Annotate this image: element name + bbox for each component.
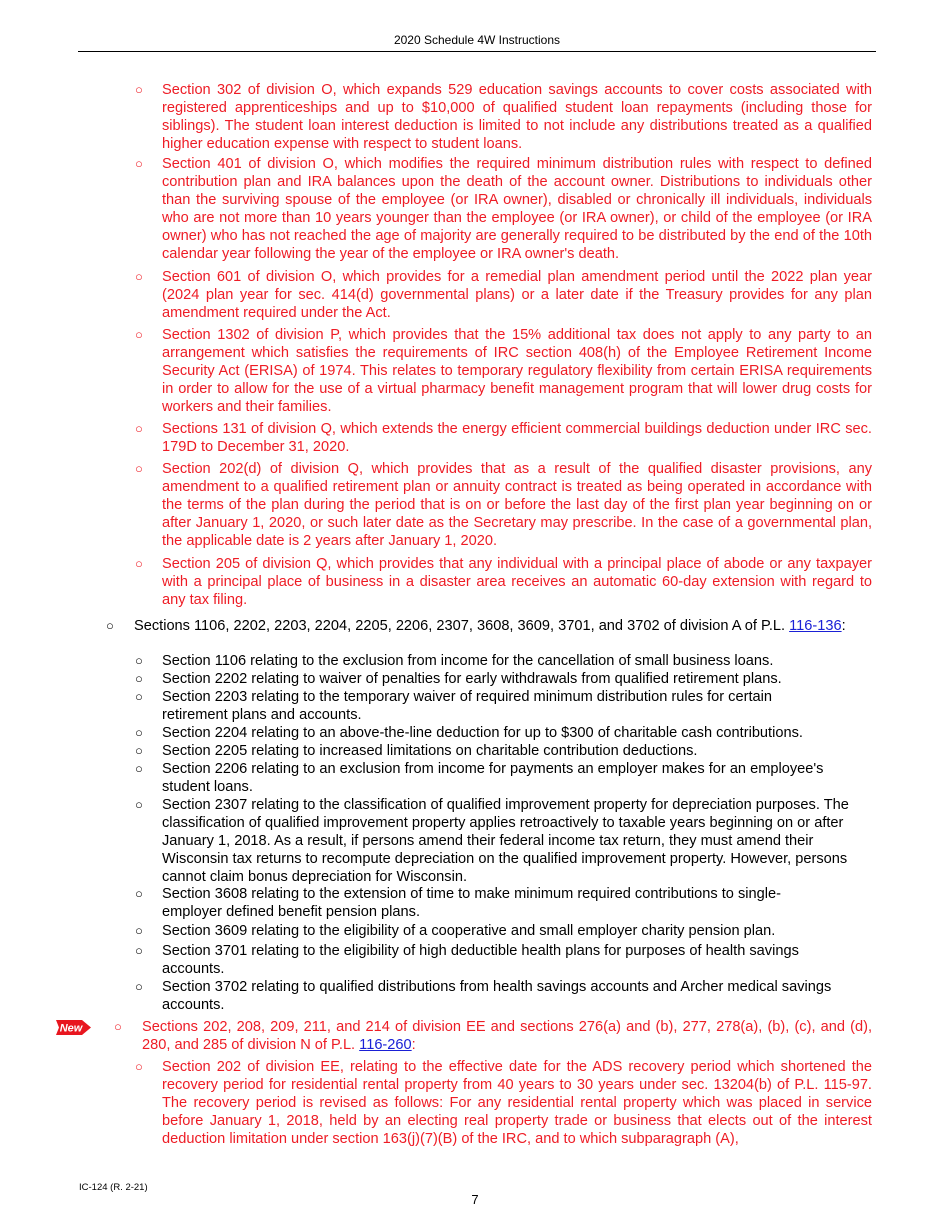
list-item-text: Sections 131 of division Q, which extends the energy efficient commercial buildings deduction under IRC sec. 179D to December 31, 2020. [162,421,872,455]
bullet-circle-icon: ○ [135,653,143,668]
bullet-circle-icon: ○ [135,923,143,938]
bullet-circle-icon: ○ [135,556,143,571]
list-item [135,555,872,609]
page-number: 7 [471,1192,479,1207]
list-item-text: Section 302 of division O, which expands 529 education savings accounts to cover costs associated with registered apprenticeships and up to $10,000 of qualified student loan repayments (including those for siblings). The student loan interest deduction is limited to not include any distributions treated as a qualified higher education expense with respect to student loans. [162,82,872,152]
bullet-circle-icon: ○ [135,979,143,994]
bullet-circle-icon: ○ [135,156,143,171]
list-item-text: Section 202 of division EE, relating to the effective date for the ADS recovery period which shortened the recovery period for residential rental property from 40 years to 30 years under sec. 13204(b) of P.L. 115-97. The recovery period is revised as follows: For any residential rental property which was placed in service before January 1, 2018, held by an electing real property trade or business that elects out of the interest deduction limitation under section 163(j)(7)(B) of the IRC, and to which subparagraph (A), [162,1059,872,1147]
list-item-text: Sections 202, 208, 209, 211, and 214 of division EE and sections 276(a) and (b), 277, 278(a), (b), (c), and (d), 280, and 285 of division N of P.L. [142,1019,872,1053]
list-item [135,268,872,322]
bullet-circle-icon: ○ [135,82,143,97]
list-item-text: Section 2205 relating to increased limitations on charitable contribution deductions. [162,743,698,759]
list-item [106,617,872,635]
form-code: IC-124 (R. 2-21) [79,1182,148,1193]
list-item [135,670,872,688]
pl-116-260-link[interactable]: 116-260 [359,1037,412,1053]
list-item-text: Section 401 of division O, which modifies the required minimum distribution rules with respect to defined contribution plan and IRA balances upon the death of the account owner. Distributions to individuals other than the surviving spouse of the employee (or IRA owner), disabled or chronically ill individuals, individuals who are not more than 10 years younger than the employee (or IRA owner), or child of the employee (or IRA owner) who has not reached the age of majority are generally required to be distributed by the end of the 10th calendar year following the year of the employee or IRA owner's death. [162,156,872,262]
list-item [135,460,872,550]
bullet-circle-icon: ○ [135,886,143,901]
colon: : [841,618,846,634]
new-badge-label: New [59,1022,83,1035]
bullet-circle-icon: ○ [135,689,143,704]
list-item [135,155,872,263]
list-item-text: Section 3702 relating to qualified distributions from health savings accounts and Archer medical savings accounts. [162,979,832,1013]
list-item-text: Section 1302 of division P, which provides that the 15% additional tax does not apply to any party to an arrangement which satisfies the requirements of IRC section 408(h) of the Employee Retirement Income Security Act (ERISA) of 1974. This relates to temporary regulatory flexibility from certain ERISA requirements in order to allow for the use of a virtual pharmacy benefit management program that will lower drug costs for workers and their families. [162,327,872,415]
bullet-circle-icon: ○ [135,725,143,740]
bullet-circle-icon: ○ [135,461,143,476]
list-item [135,922,872,940]
list-item-text: Section 3609 relating to the eligibility of a cooperative and small employer charity pension plan. [162,923,776,939]
list-item-text: Section 2203 relating to the temporary waiver of required minimum distribution rules for certain retirement plans and accounts. [162,689,772,723]
list-item [135,760,872,796]
list-item-text: Section 202(d) of division Q, which provides that as a result of the qualified disaster provisions, any amendment to a qualified retirement plan or annuity contract is treated as being operated in accordance with the terms of the plan during the period that is on or before the last day of the first plan year beginning on or after January 1, 2020, or such later date as the Secretary may prescribe. In the case of a governmental plan, the applicable date is 2 years after January 1, 2020. [162,461,872,549]
list-item [135,688,840,724]
list-item-text: Section 1106 relating to the exclusion from income for the cancellation of small business loans. [162,653,774,669]
list-item [135,652,872,670]
list-item [135,742,872,760]
list-item [135,796,872,886]
bullet-circle-icon: ○ [135,1059,143,1074]
list-item-text: Section 2206 relating to an exclusion from income for payments an employer makes for an employee's student loans. [162,761,824,795]
colon: : [411,1037,416,1053]
list-item [135,885,835,921]
list-item [114,1018,872,1054]
list-item [135,420,872,456]
header-rule [78,51,876,52]
new-badge-icon [54,1018,92,1037]
bullet-circle-icon: ○ [135,421,143,436]
bullet-circle-icon: ○ [135,269,143,284]
list-item-text: Section 601 of division O, which provides for a remedial plan amendment period until the 2022 plan year (2024 plan year for sec. 414(d) governmental plans) or a later date if the Treasury provides for any plan amendment required under the Act. [162,269,872,321]
list-item-text: Section 2204 relating to an above-the-line deduction for up to $300 of charitable cash contributions. [162,725,803,741]
list-item-text: Section 2307 relating to the classification of qualified improvement property for depreciation purposes. The classification of qualified improvement property applies retroactively to taxable years beginning on or after January 1, 2018. As a result, if persons amend their federal income tax return, they must amend their Wisconsin tax returns to recompute depreciation on the qualified improvement property. However, persons cannot claim bonus depreciation for Wisconsin. [162,797,849,885]
list-item [135,81,872,153]
list-item-text: Section 3701 relating to the eligibility of high deductible health plans for purposes of health savings accounts. [162,943,799,977]
bullet-circle-icon: ○ [106,618,114,633]
list-item-text: Section 205 of division Q, which provides that any individual with a principal place of abode or any taxpayer with a principal place of business in a disaster area receives an automatic 60-day extension with regard to any tax filing. [162,556,872,608]
page-header-title: 2020 Schedule 4W Instructions [393,33,561,47]
bullet-circle-icon: ○ [135,327,143,342]
list-item [135,724,872,742]
bullet-circle-icon: ○ [135,943,143,958]
list-item [135,326,872,416]
bullet-circle-icon: ○ [135,743,143,758]
list-item [135,942,845,978]
list-item-text: Section 2202 relating to waiver of penalties for early withdrawals from qualified retirement plans. [162,671,782,687]
bullet-circle-icon: ○ [114,1019,122,1034]
list-item-text: Section 3608 relating to the extension of time to make minimum required contributions to single-employer defined benefit pension plans. [162,886,781,920]
list-item-text: Sections 1106, 2202, 2203, 2204, 2205, 2206, 2307, 3608, 3609, 3701, and 3702 of division A of P.L. [134,618,790,634]
list-item [135,978,835,1014]
list-item [135,1058,872,1148]
bullet-circle-icon: ○ [135,761,143,776]
bullet-circle-icon: ○ [135,671,143,686]
pl-116-136-link[interactable]: 116-136 [789,618,842,634]
bullet-circle-icon: ○ [135,797,143,812]
